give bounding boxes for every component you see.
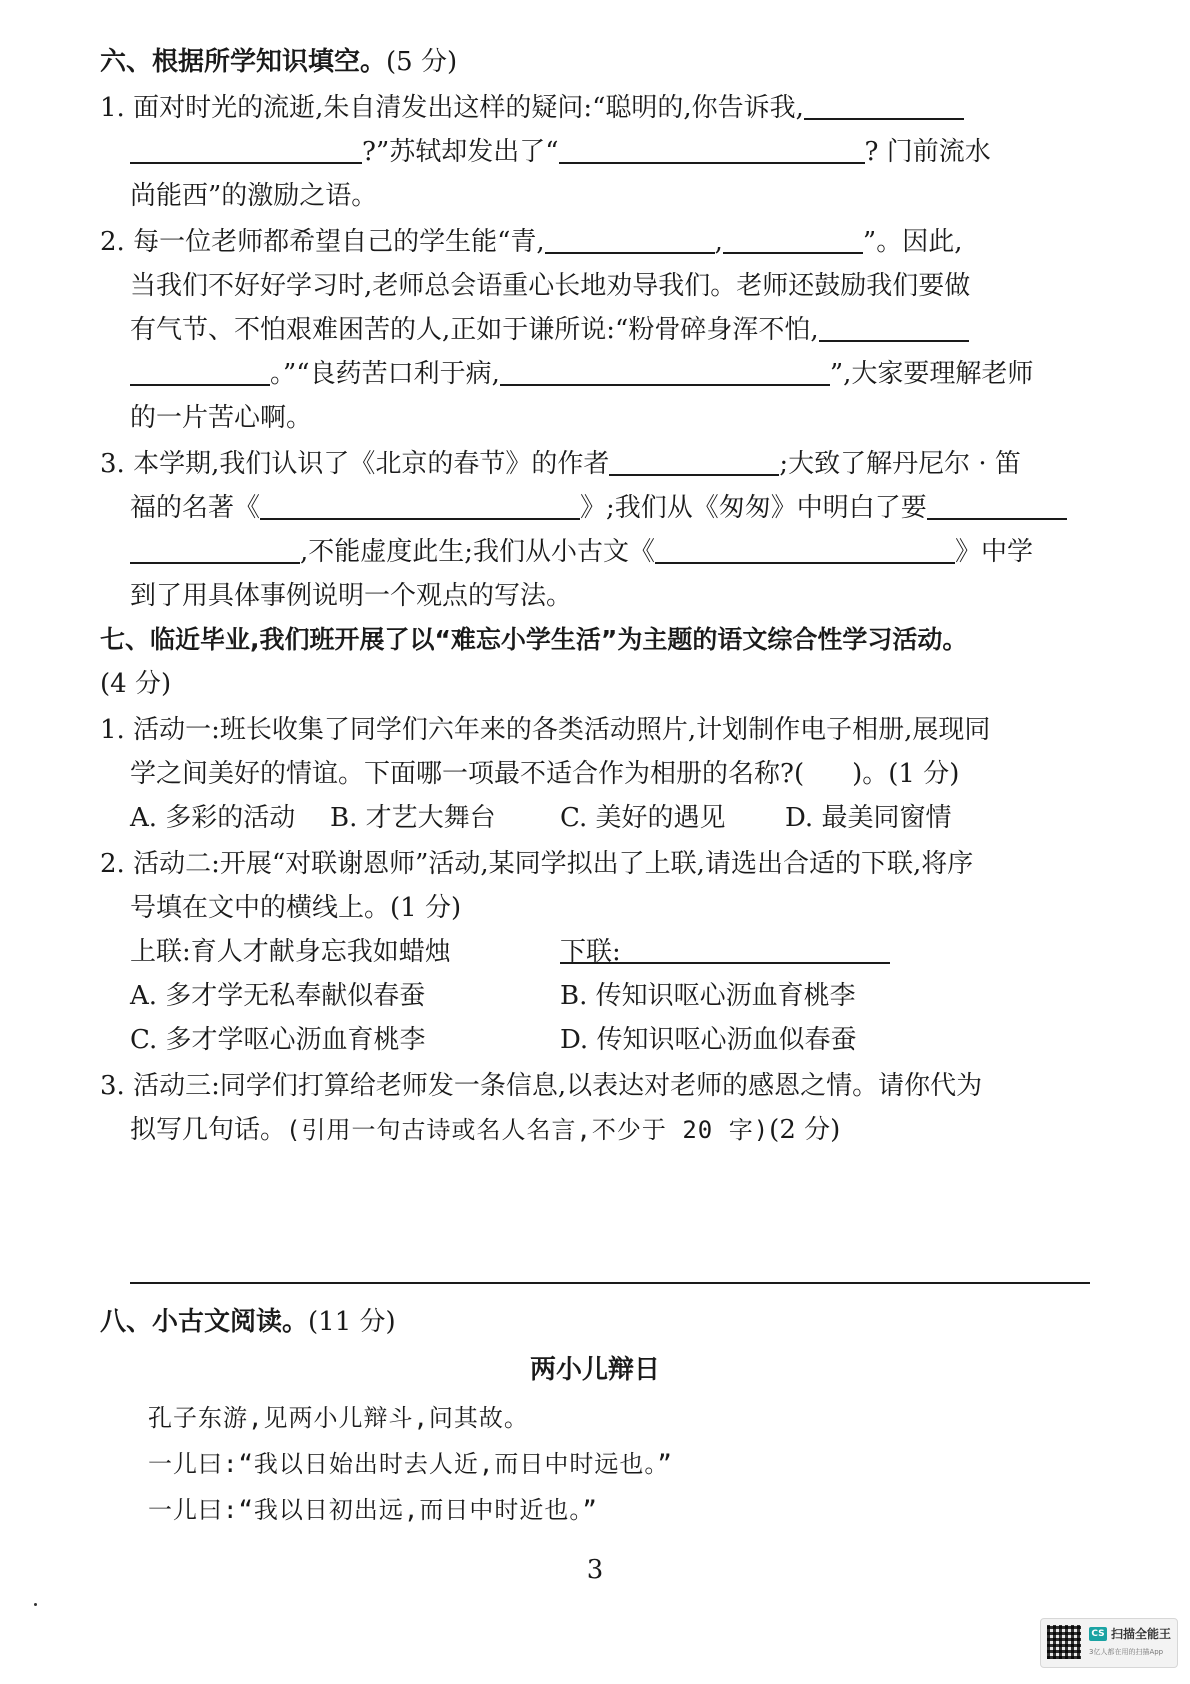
passage-title: 两小儿辩日 — [529, 1355, 660, 1385]
answer-blank[interactable] — [655, 530, 955, 564]
answer-blank[interactable] — [559, 130, 865, 164]
passage-line: 一儿曰:“我以日始出时去人近,而日中时远也。” — [148, 1450, 673, 1478]
s7-q3-line1: 3. 活动三:同学们打算给老师发一条信息,以表达对老师的感恩之情。请你代为 — [100, 1071, 983, 1101]
answer-blank[interactable] — [130, 130, 362, 164]
section8-heading: 八、小古文阅读。(11 分) — [100, 1307, 396, 1337]
s6-q3-line1: 3. 本学期,我们认识了《北京的春节》的作者 ;大致了解丹尼尔 · 笛 — [100, 442, 1190, 486]
s6-q2-line4: 。”“良药苦口利于病, ”,大家要理解老师 — [130, 352, 1190, 396]
option-d[interactable]: D. 最美同窗情 — [785, 803, 952, 833]
s6-q1-line1: 1. 面对时光的流逝,朱自清发出这样的疑问:“聪明的,你告诉我, — [100, 86, 1190, 130]
s6-q3-line2: 福的名著《 》;我们从《匆匆》中明白了要 — [130, 486, 1190, 530]
s6-q3-line3: ,不能虚度此生;我们从小古文《 》中学 — [130, 530, 1190, 574]
option-c[interactable]: C. 美好的遇见 — [560, 803, 726, 833]
scanner-watermark — [1040, 1618, 1178, 1668]
section7-heading: 七、临近毕业,我们班开展了以“难忘小学生活”为主题的语文综合性学习活动。 — [100, 625, 968, 654]
s7-q2-couplet: 上联:育人才献身忘我如蜡烛 下联: — [130, 930, 1090, 974]
section6-heading: 六、根据所学知识填空。(5 分) — [100, 47, 458, 77]
passage-line: 一儿曰:“我以日初出远,而日中时近也。” — [148, 1496, 598, 1524]
s7-q3-line2: 拟写几句话。(引用一句古诗或名人名言,不少于 20 字)(2 分) — [130, 1115, 841, 1145]
scan-speck — [34, 1603, 37, 1606]
answer-blank[interactable] — [260, 486, 580, 520]
answer-blank[interactable] — [500, 352, 830, 386]
s7-q1-line1: 1. 活动一:班长收集了同学们六年来的各类活动照片,计划制作电子相册,展现同 — [100, 715, 991, 745]
answer-blank[interactable] — [609, 442, 779, 476]
s6-q1-line3: 尚能西”的激励之语。 — [130, 181, 378, 211]
s6-q2-line5: 的一片苦心啊。 — [130, 403, 313, 433]
option-d[interactable]: D. 传知识呕心沥血似春蚕 — [560, 1025, 857, 1055]
upper-couplet: 上联:育人才献身忘我如蜡烛 — [130, 937, 451, 967]
s6-q1-line2: ?”苏轼却发出了“ ? 门前流水 — [130, 130, 1190, 174]
option-a[interactable]: A. 多才学无私奉献似春蚕 — [130, 981, 426, 1011]
watermark-name: 扫描全能王 — [1111, 1627, 1172, 1641]
s6-q2-line1: 2. 每一位老师都希望自己的学生能“青, , ”。因此, — [100, 220, 1190, 264]
answer-blank[interactable] — [819, 308, 969, 342]
cs-logo-icon: CS — [1089, 1627, 1107, 1641]
option-b[interactable]: B. 传知识呕心沥血育桃李 — [560, 981, 856, 1011]
section7-score: (4 分) — [100, 669, 172, 699]
qr-code-icon — [1047, 1625, 1081, 1659]
s7-q2-options-row1 — [130, 974, 1090, 1018]
passage-line: 孔子东游,见两小儿辩斗,问其故。 — [148, 1404, 529, 1432]
page-number: 3 — [586, 1555, 604, 1585]
answer-blank[interactable] — [723, 220, 863, 254]
s6-q2-line2: 当我们不好好学习时,老师总会语重心长地劝导我们。老师还鼓励我们要做 — [130, 271, 971, 301]
s7-q2-line1: 2. 活动二:开展“对联谢恩师”活动,某同学拟出了上联,请选出合适的下联,将序 — [100, 849, 974, 879]
s7-q2-line2: 号填在文中的横线上。(1 分) — [130, 893, 462, 923]
answer-line[interactable] — [130, 1282, 1090, 1284]
option-b[interactable]: B. 才艺大舞台 — [330, 803, 496, 833]
s6-q2-line3: 有气节、不怕艰难困苦的人,正如于谦所说:“粉骨碎身浑不怕, — [130, 308, 1190, 352]
answer-blank[interactable] — [130, 352, 270, 386]
s7-q1-options — [130, 796, 1090, 840]
option-c[interactable]: C. 多才学呕心沥血育桃李 — [130, 1025, 426, 1055]
answer-blank[interactable] — [927, 486, 1067, 520]
option-a[interactable]: A. 多彩的活动 — [130, 803, 296, 833]
s6-q3-line4: 到了用具体事例说明一个观点的写法。 — [130, 581, 573, 611]
answer-blank[interactable] — [560, 930, 890, 964]
answer-blank[interactable] — [804, 86, 964, 120]
answer-blank[interactable] — [130, 530, 300, 564]
watermark-tagline: 3亿人都在用的扫描App — [1089, 1648, 1164, 1656]
s7-q1-line2: 学之间美好的情谊。下面哪一项最不适合作为相册的名称?( )。(1 分) — [130, 759, 960, 789]
s7-q2-options-row2 — [130, 1018, 1090, 1062]
answer-blank[interactable] — [545, 220, 715, 254]
